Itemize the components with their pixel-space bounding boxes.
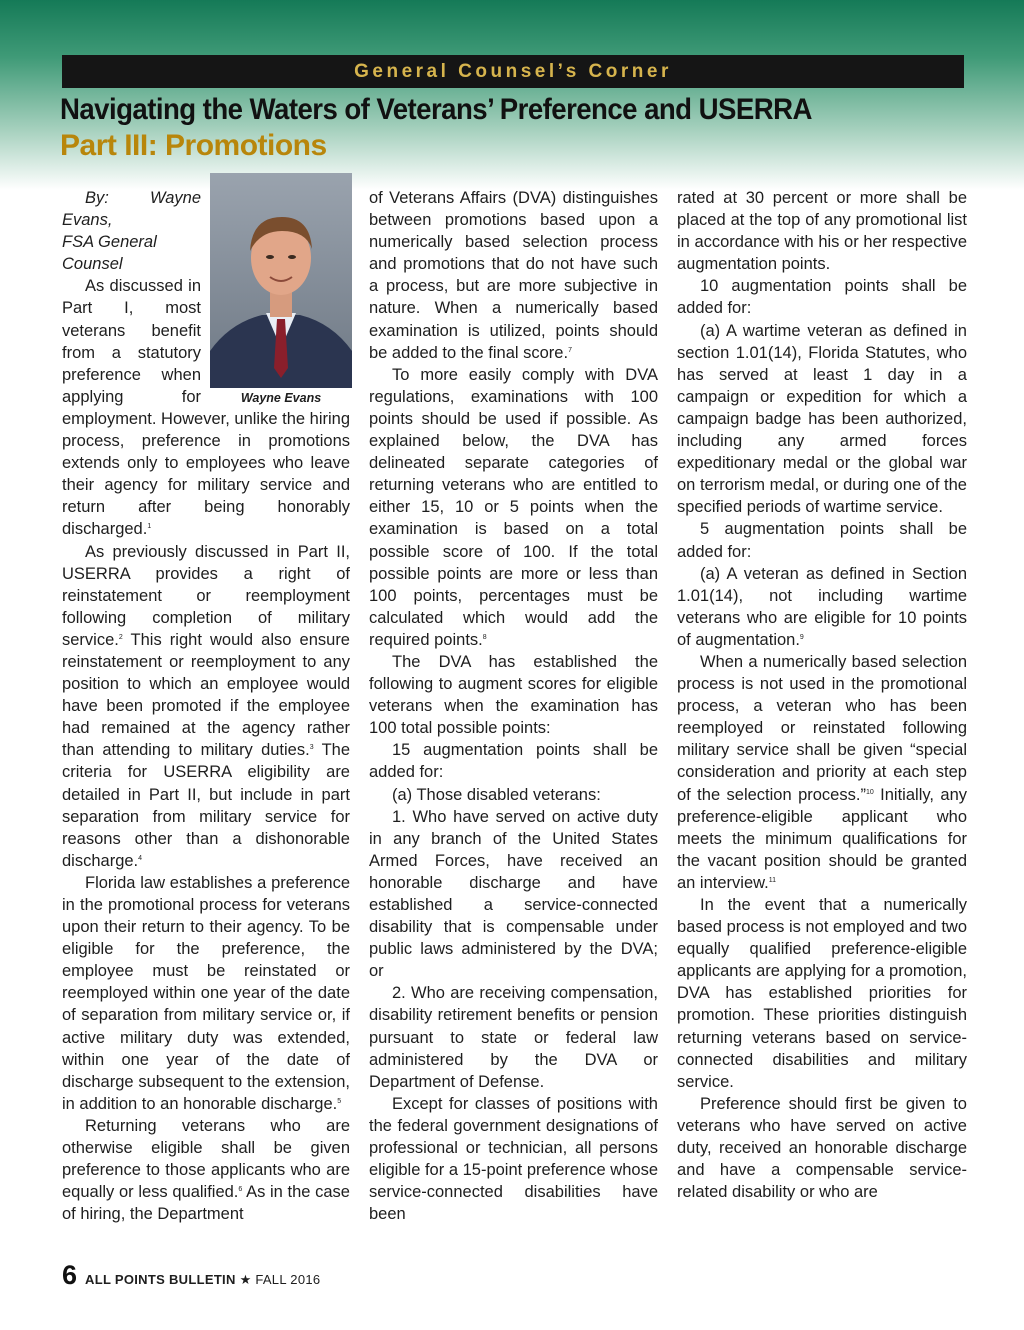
column-3 <box>677 187 967 1203</box>
paragraph-text: Florida law establishes a preference in the promotional process for veterans upon their return to their agency. To be eligible for the preference, the employee must be reinstated or reemployed within one year of the date of separation from military service or, if active military duty was extended, within one year of the date of discharge subsequent to the extension, in addition to an honorable discharge. <box>62 873 350 1113</box>
paragraph-text: This right would also ensure reinstatement or reemployment to any position to which an employee would have been promoted if the employee had remained at the agency rather than attending to military duties. <box>62 630 350 760</box>
paragraph <box>369 364 658 651</box>
column-name: General Counsel’s Corner <box>354 60 672 82</box>
article-title: Navigating the Waters of Veterans’ Preference and USERRA <box>60 93 812 126</box>
page-footer <box>62 1260 320 1294</box>
paragraph-text: As previously discussed in Part II, USERRA provides a right of reinstatement or reemployment following completion of military service. <box>62 542 350 649</box>
issue-season: FALL 2016 <box>255 1272 321 1287</box>
paragraph-text: As in the case of hiring, the Department <box>62 1183 350 1224</box>
paragraph: 1. Who have served on active duty in any branch of the United States Armed Forces, have received an honorable discharge and have established a service-connected disability that is compensable under public laws administered by the DVA; or <box>369 807 658 981</box>
paragraph-text: Initially, any preference-eligible applicant who meets the minimum qualifications for the vacant position should be granted an interview. <box>677 785 967 892</box>
paragraph: rated at 30 percent or more shall be placed at the top of any promotional list in accordance with his or her respective augmentation points. <box>677 189 967 274</box>
paragraph-text: (a) A veteran as defined in Section 1.01(14), not including wartime veterans who are eligible for 10 points of augmentation. <box>677 564 967 649</box>
paragraph: 5 augmentation points shall be added for: <box>677 520 967 561</box>
paragraph: In the event that a numerically based process is not employed and two equally qualified preference-eligible applicants are applying for a promotion, DVA has established priorities for promotion. These priorities distinguish returning veterans based on service-connected disabilities and military service. <box>677 896 967 1091</box>
paragraph: 2. Who are receiving compensation, disability retirement benefits or pension pursuant to state or federal law administered by the DVA or Department of Defense. <box>369 984 658 1091</box>
publication-name: ALL POINTS BULLETIN <box>85 1272 236 1287</box>
footnote-ref: 2 <box>118 633 123 641</box>
column-1 <box>62 187 350 1225</box>
byline-line: By: Wayne Evans, <box>62 189 201 230</box>
column-2 <box>369 187 658 1225</box>
paragraph-text: The criteria for USERRA eligibility are detailed in Part II, but include in part separation from military service for reasons other than a dishonorable discharge. <box>62 741 351 870</box>
paragraph <box>62 872 350 1115</box>
paragraph-text: As discussed in Part I, most veterans benefit from a statutory preference when applying for employment. However, unlike the hiring process, preference in promotions extends only to employees who leave their agency for military service and return after being honorably discharged. <box>62 277 350 539</box>
footnote-ref: 7 <box>568 346 572 354</box>
footnote-ref: 4 <box>138 854 143 862</box>
star-icon: ★ <box>239 1272 252 1287</box>
byline-line: FSA General <box>62 233 157 252</box>
paragraph: Except for classes of positions with the federal government designations of professional or technician, all persons eligible for a 15-point preference whose service-connected disabilities have been <box>369 1094 658 1224</box>
paragraph: 10 augmentation points shall be added for: <box>677 277 967 318</box>
paragraph-text: To more easily comply with DVA regulations, examinations with 100 points should be used if possible. As explained below, the DVA has delineated separate categories of returning veterans who are entitled to either 15, 10 or 5 points when the examination is based on a total possible score of 100. If the total possible points are more or less than 100 points, percentages must be calculated which would add the required points. <box>369 365 658 649</box>
footnote-ref: 6 <box>238 1186 243 1194</box>
paragraph <box>677 651 967 894</box>
footnote-ref: 8 <box>482 633 487 641</box>
paragraph <box>369 187 658 364</box>
footnote-ref: 1 <box>147 523 152 531</box>
footnote-ref: 5 <box>337 1097 342 1105</box>
column-name-bar <box>62 55 964 88</box>
paragraph-text: When a numerically based selection process is not used in the promotional process, a veteran who has been reemployed or reinstated following military service shall be given “special consideration and priority at each step of the selection process.” <box>677 652 967 804</box>
page-number: 6 <box>62 1260 78 1290</box>
paragraph-text: Returning veterans who are otherwise eligible shall be given preference to those applicants who are equally or less qualified. <box>62 1116 350 1202</box>
footnote-ref: 3 <box>309 744 314 752</box>
paragraph <box>677 563 967 651</box>
author-photo-block <box>210 173 352 406</box>
paragraph <box>62 1115 350 1225</box>
byline-line: Counsel <box>62 255 123 274</box>
paragraph: (a) Those disabled veterans: <box>392 785 601 804</box>
paragraph-text: of Veterans Affairs (DVA) distinguishes between promotions based upon a numerically based selection process and promotions that do not have such a process, but are more subjective in nature. When a numerically based examination is utilized, points should be added to the final score. <box>369 189 658 362</box>
paragraph: Preference should first be given to veterans who have served on active duty, received an honorable discharge and have a compensable service-related disability or who are <box>677 1094 967 1202</box>
paragraph: The DVA has established the following to augment scores for eligible veterans when the examination has 100 total possible points: <box>369 652 658 738</box>
author-photo <box>210 173 352 388</box>
photo-caption: Wayne Evans <box>240 391 322 405</box>
footnote-ref: 11 <box>768 876 776 884</box>
footnote-ref: 9 <box>799 633 804 641</box>
paragraph <box>62 541 350 872</box>
article-subtitle: Part III: Promotions <box>60 129 327 162</box>
footnote-ref: 10 <box>865 788 874 796</box>
paragraph: 15 augmentation points shall be added for: <box>369 741 658 782</box>
paragraph: (a) A wartime veteran as defined in section 1.01(14), Florida Statutes, who has served at least 1 day in a campaign or expedition for which a campaign badge has been authorized, including any armed forces expeditionary medal or the global war on terrorism medal, or during one of the specified periods of wartime service. <box>677 321 967 517</box>
